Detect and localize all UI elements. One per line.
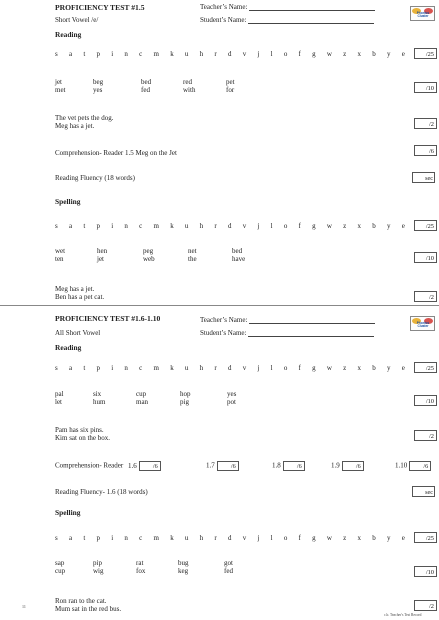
section-divider	[0, 305, 439, 306]
letter-item: v	[242, 364, 247, 372]
letter-item: e	[401, 364, 405, 372]
test2-reader-1-10	[395, 461, 431, 471]
test2-fluency-score[interactable]: sec	[412, 486, 435, 497]
student-name-line[interactable]	[248, 329, 374, 337]
test2-spell-sentences-score[interactable]: /2	[414, 600, 437, 611]
test1-words-col1: jet met	[55, 78, 66, 95]
letter-item: r	[214, 364, 217, 372]
test1-sentences-score[interactable]: /2	[414, 118, 437, 129]
letter-item: m	[153, 534, 159, 542]
letter-item: l	[270, 50, 273, 58]
test2-spell-col5: got fed	[224, 559, 233, 576]
letter-item: u	[184, 222, 189, 230]
test1-subtitle: Short Vowel /e/	[55, 16, 99, 24]
letter-item: s	[55, 222, 58, 230]
test1-reading-heading: Reading	[55, 30, 82, 39]
reader-score-box[interactable]: /6	[217, 461, 239, 471]
letter-item: j	[257, 222, 260, 230]
letter-item: e	[401, 222, 405, 230]
letter-item: k	[170, 50, 174, 58]
letter-item: s	[55, 50, 58, 58]
teacher-name-label: Teacher’s Name:	[200, 316, 248, 324]
letter-item: w	[326, 222, 332, 230]
test1-student-field[interactable]	[200, 16, 374, 24]
letter-item: p	[96, 534, 100, 542]
test1-spelling-letters	[55, 222, 405, 230]
letter-item: a	[68, 50, 73, 58]
test1-spell-words-score[interactable]: /10	[414, 252, 437, 263]
letter-item: k	[170, 534, 174, 542]
reader-score-box[interactable]: /6	[139, 461, 161, 471]
test2-spell-col4: bug keg	[178, 559, 189, 576]
reader-num: 1.8	[272, 461, 281, 470]
logo-image: Phonics Cluster	[410, 316, 435, 331]
reader-score-box[interactable]: /6	[342, 461, 364, 471]
test2-words-col2: six hum	[93, 390, 106, 407]
test1-spell-col4: net the	[188, 247, 197, 264]
letter-item: m	[153, 222, 159, 230]
letter-item: f	[298, 534, 301, 542]
test1-words-col4: red with	[183, 78, 196, 95]
test1-words-col2: beg yes	[93, 78, 104, 95]
letter-item: n	[124, 222, 128, 230]
letter-item: f	[298, 222, 301, 230]
letter-item: x	[357, 222, 361, 230]
letter-item: c	[139, 50, 143, 58]
letter-item: a	[68, 364, 73, 372]
letter-item: j	[257, 534, 260, 542]
letter-item: s	[55, 534, 58, 542]
test2-words-col5: yes pot	[227, 390, 237, 407]
test2-reader-1-8	[272, 461, 305, 471]
test2-letters-score[interactable]: /25	[414, 362, 437, 373]
letter-item: i	[111, 50, 114, 58]
letter-item: g	[312, 50, 316, 58]
letter-item: c	[139, 534, 143, 542]
test2-subtitle: All Short Vowel	[55, 329, 101, 337]
letter-item: t	[83, 534, 86, 542]
letter-item: z	[343, 222, 347, 230]
test1-words-score[interactable]: /10	[414, 82, 437, 93]
letter-item: b	[372, 364, 376, 372]
letter-item: p	[96, 222, 100, 230]
letter-item: g	[312, 364, 316, 372]
test1-spell-sentences: Meg has a jet. Ben has a pet cat.	[55, 285, 105, 302]
test1-spell-col5: bed have	[232, 247, 246, 264]
test2-title: PROFICIENCY TEST #1.6-1.10	[55, 314, 161, 323]
letter-item: d	[227, 364, 232, 372]
letter-item: h	[199, 534, 204, 542]
letter-item: d	[227, 534, 232, 542]
test2-student-field[interactable]	[200, 329, 374, 337]
test2-words-col4: hop pig	[180, 390, 191, 407]
letter-item: l	[270, 534, 273, 542]
letter-item: m	[153, 364, 159, 372]
reader-num: 1.7	[206, 461, 215, 470]
test2-teacher-field[interactable]	[200, 316, 375, 324]
letter-item: t	[83, 364, 86, 372]
letter-item: u	[184, 50, 189, 58]
footer-note: c.b. Teacher's Test Record	[384, 613, 422, 617]
test1-words-col5: pet for	[226, 78, 235, 95]
teacher-name-label: Teacher’s Name:	[200, 3, 248, 11]
letter-item: o	[283, 222, 288, 230]
test1-spell-col2: hen jet	[97, 247, 108, 264]
letter-item: u	[184, 364, 189, 372]
student-name-line[interactable]	[248, 16, 374, 24]
letter-item: h	[199, 50, 204, 58]
student-name-label: Student’s Name:	[200, 16, 247, 24]
test1-teacher-field[interactable]	[200, 3, 375, 11]
letter-item: h	[199, 222, 204, 230]
test2-reader-1-9	[331, 461, 364, 471]
letter-item: t	[83, 50, 86, 58]
test2-reading-letters	[55, 364, 405, 372]
letter-item: z	[343, 50, 347, 58]
test2-words-col1: pal let	[55, 390, 64, 407]
letter-item: p	[96, 364, 100, 372]
letter-item: v	[242, 222, 247, 230]
test2-fluency: Reading Fluency- 1.6 (18 words)	[55, 488, 148, 496]
letter-item: e	[401, 534, 405, 542]
student-name-label: Student’s Name:	[200, 329, 247, 337]
test2-reading-heading: Reading	[55, 343, 82, 352]
letter-item: z	[343, 534, 347, 542]
letter-item: y	[386, 534, 391, 542]
letter-item: k	[170, 364, 174, 372]
letter-item: l	[270, 222, 273, 230]
test1-reading-letters	[55, 50, 405, 58]
letter-item: i	[111, 534, 114, 542]
letter-item: n	[124, 50, 128, 58]
letter-item: l	[270, 364, 273, 372]
letter-item: x	[357, 534, 361, 542]
test1-spell-col1: wet ten	[55, 247, 66, 264]
test2-spelling-letters-score[interactable]: /25	[414, 532, 437, 543]
letter-item: e	[401, 50, 405, 58]
test2-words-score[interactable]: /10	[414, 395, 437, 406]
reader-num: 1.6	[127, 461, 137, 470]
letter-item: v	[242, 50, 247, 58]
test1-fluency-score[interactable]: sec	[412, 172, 435, 183]
letter-item: f	[298, 50, 301, 58]
letter-item: a	[68, 222, 73, 230]
letter-item: p	[96, 50, 100, 58]
letter-item: g	[312, 222, 316, 230]
test2-reader-1-7	[206, 461, 239, 471]
test2-spelling-letters	[55, 534, 405, 542]
teacher-name-line[interactable]	[249, 316, 375, 324]
letter-item: i	[111, 364, 114, 372]
letter-item: u	[184, 534, 189, 542]
letter-item: i	[111, 222, 114, 230]
logo-image: Phonics Cluster	[410, 6, 435, 21]
letter-item: v	[242, 534, 247, 542]
test1-spell-sentences-score[interactable]: /2	[414, 291, 437, 302]
test1-comprehension-score[interactable]: /6	[414, 145, 437, 156]
letter-item: o	[283, 50, 288, 58]
test1-spelling-letters-score[interactable]: /25	[414, 220, 437, 231]
test2-spell-words-score[interactable]: /10	[414, 566, 437, 577]
test1-spelling-heading: Spelling	[55, 197, 81, 206]
letter-item: r	[214, 222, 217, 230]
letter-item: m	[153, 50, 159, 58]
test2-words-col3: cup man	[136, 390, 149, 407]
letter-item: y	[386, 50, 391, 58]
test2-spell-col1: sap cup	[55, 559, 66, 576]
test2-spell-col2: pip wig	[93, 559, 104, 576]
letter-item: r	[214, 50, 217, 58]
letter-item: o	[283, 364, 288, 372]
letter-item: y	[386, 222, 391, 230]
letter-item: w	[326, 50, 332, 58]
test2-sentences-score[interactable]: /2	[414, 430, 437, 441]
test1-title: PROFICIENCY TEST #1.5	[55, 3, 145, 12]
letter-item: z	[343, 364, 347, 372]
test1-fluency: Reading Fluency (18 words)	[55, 174, 135, 182]
letter-item: x	[357, 50, 361, 58]
test1-comprehension: Comprehension- Reader 1.5 Meg on the Jet	[55, 149, 177, 157]
letter-item: r	[214, 534, 217, 542]
letter-item: n	[124, 364, 128, 372]
letter-item: d	[227, 50, 232, 58]
page-number: 11	[22, 604, 26, 609]
letter-item: d	[227, 222, 232, 230]
test2-spell-col3: rat fox	[136, 559, 146, 576]
letter-item: c	[139, 222, 143, 230]
letter-item: a	[68, 534, 73, 542]
letter-item: g	[312, 534, 316, 542]
reader-score-box[interactable]: /6	[283, 461, 305, 471]
test2-spelling-heading: Spelling	[55, 508, 81, 517]
letter-item: x	[357, 364, 361, 372]
letter-item: y	[386, 364, 391, 372]
letter-item: b	[372, 222, 376, 230]
test1-letters-score[interactable]: /25	[414, 48, 437, 59]
letter-item: j	[257, 50, 260, 58]
letter-item: w	[326, 364, 332, 372]
teacher-name-line[interactable]	[249, 3, 375, 11]
reader-num: 1.9	[331, 461, 340, 470]
test1-spell-col3: peg web	[143, 247, 155, 264]
test1-words-col3: bed fed	[141, 78, 152, 95]
letter-item: o	[283, 534, 288, 542]
comprehension-label: Comprehension- Reader	[55, 461, 124, 470]
test1-sentences: The vet pets the dog. Meg has a jet.	[55, 114, 114, 131]
reader-num: 1.10	[395, 461, 408, 470]
letter-item: c	[139, 364, 143, 372]
letter-item: b	[372, 50, 376, 58]
test2-comprehension-row	[55, 461, 161, 471]
reader-score-box[interactable]: /6	[409, 461, 431, 471]
letter-item: k	[170, 222, 174, 230]
letter-item: w	[326, 534, 332, 542]
test2-spell-sentences: Ron ran to the cat. Mum sat in the red bus.	[55, 597, 122, 614]
letter-item: s	[55, 364, 58, 372]
letter-item: f	[298, 364, 301, 372]
letter-item: n	[124, 534, 128, 542]
letter-item: h	[199, 364, 204, 372]
letter-item: j	[257, 364, 260, 372]
letter-item: b	[372, 534, 376, 542]
letter-item: t	[83, 222, 86, 230]
test2-sentences: Pam has six pins. Kim sat on the box.	[55, 426, 111, 443]
